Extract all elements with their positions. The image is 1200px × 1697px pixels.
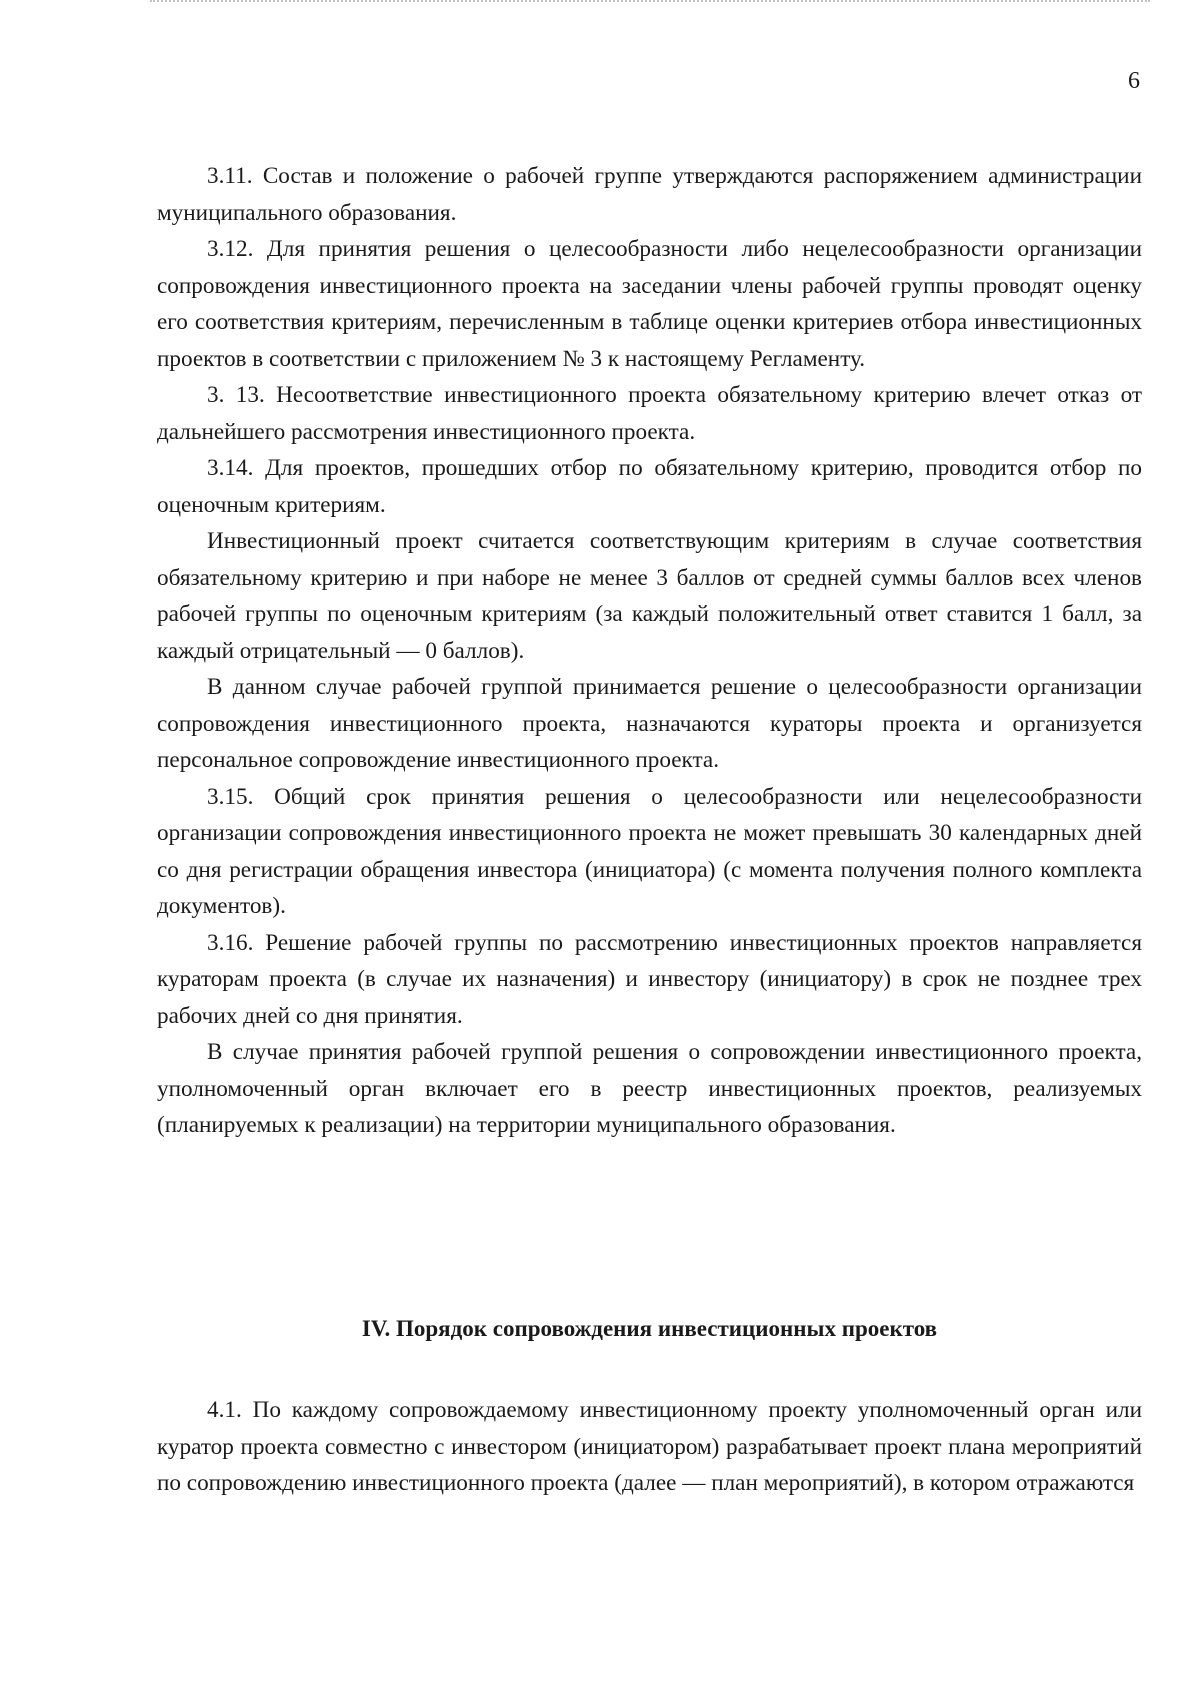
section-4-heading: IV. Порядок сопровождения инвестиционных проектов [361,1316,938,1341]
paragraph-4-1: 4.1. По каждому сопровождаемому инвестиционному проекту уполномоченный орган или куратор проекта совместно с инвестором (инициатором) разрабатывает проект плана мероприятий по сопровождению инвестиционного проекта (далее — план мероприятий), в котором отражаются [157,1397,1142,1496]
paragraph-registry: В случае принятия рабочей группой решения о сопровождении инвестиционного проекта, уполномоченный орган включает его в реестр инвестиционных проектов, реализуемых (планируемых к реализации) на территории муниципального образования. [157,1039,1142,1138]
section-3-body [157,158,1142,1144]
paragraph-3-15: 3.15. Общий срок принятия решения о целесообразности или нецелесообразности организации сопровождения инвестиционного проекта не может превышать 30 календарных дней со дня регистрации обращения инвестора (инициатора) (с момента получения полного комплекта документов). [157,783,1142,919]
paragraph-3-13: 3. 13. Несоответствие инвестиционного проекта обязательному критерию влечет отказ от дальнейшего рассмотрения инвестиционного проекта. [157,382,1142,445]
page-number: 6 [1128,68,1140,94]
section-4-body [157,1392,1142,1502]
paragraph-criteria: Инвестиционный проект считается соответствующим критериям в случае соответствия обязательному критерию и при наборе не менее 3 баллов от средней суммы баллов всех членов рабочей группы по оценочным критериям (за каждый положительный ответ ставится 1 балл, за каждый отрицательный — 0 баллов). [157,528,1142,664]
paragraph-3-11: 3.11. Состав и положение о рабочей группе утверждаются распоряжением администрации муниципального образования. [157,163,1142,226]
paragraph-3-14: 3.14. Для проектов, прошедших отбор по обязательному критерию, проводится отбор по оценочным критериям. [157,455,1142,518]
paragraph-3-12: 3.12. Для принятия решения о целесообразности либо нецелесообразности организации сопровождения инвестиционного проекта на заседании члены рабочей группы проводят оценку его соответствия критериям, перечисленным в таблице оценки критериев отбора инвестиционных проектов в соответствии с приложением № 3 к настоящему Регламенту. [157,236,1142,372]
paragraph-3-16: 3.16. Решение рабочей группы по рассмотрению инвестиционных проектов направляется кураторам проекта (в случае их назначения) и инвестору (инициатору) в срок не позднее трех рабочих дней со дня принятия. [157,929,1142,1029]
scan-edge-artifact [150,0,1150,6]
paragraph-decision: В данном случае рабочей группой принимается решение о целесообразности организации сопровождения инвестиционного проекта, назначаются кураторы проекта и организуется персональное сопровождение инвестиционного проекта. [157,674,1142,773]
